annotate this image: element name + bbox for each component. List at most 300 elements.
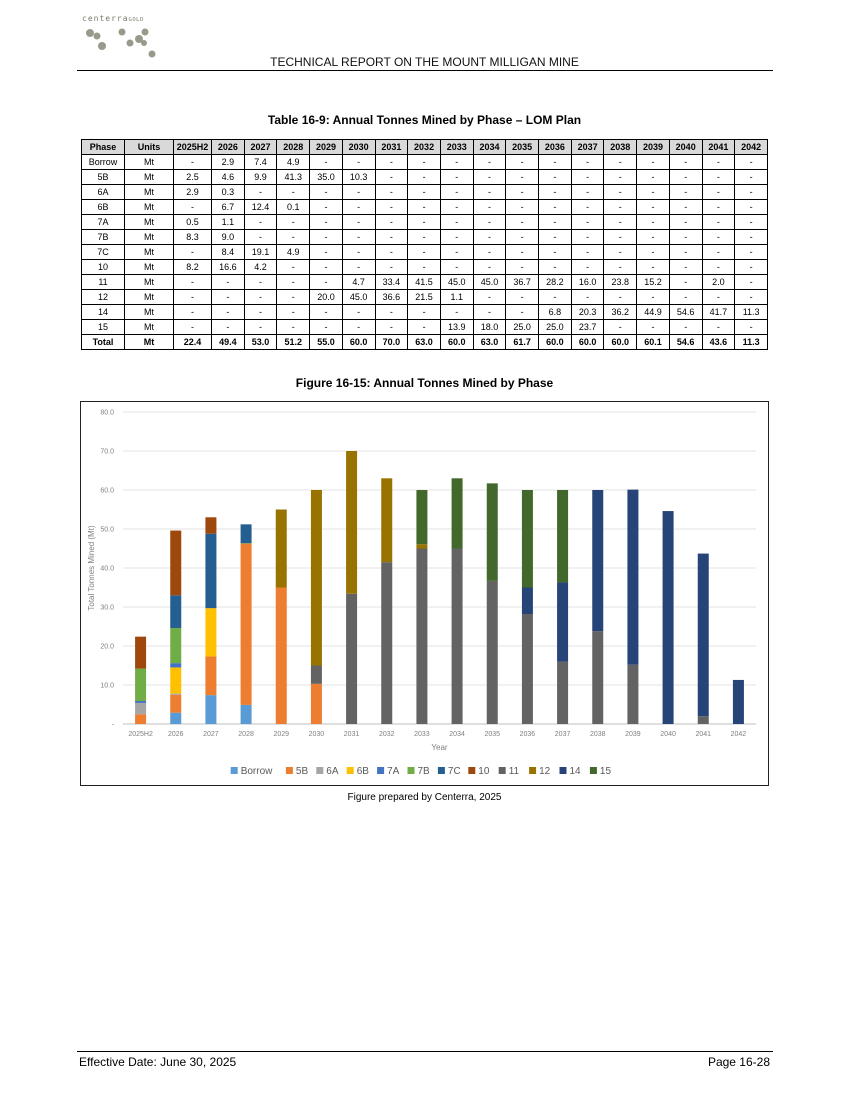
value-cell: - (539, 200, 572, 215)
value-cell: - (174, 290, 212, 305)
legend-label: 14 (569, 766, 581, 777)
table-row (82, 185, 768, 200)
legend-swatch (499, 767, 506, 774)
value-cell: - (669, 170, 702, 185)
value-cell: 45.0 (473, 275, 506, 290)
legend-swatch (529, 767, 536, 774)
bar-segment (205, 517, 216, 533)
value-cell: - (277, 230, 310, 245)
value-cell: - (375, 215, 408, 230)
value-cell: - (571, 185, 604, 200)
value-cell: - (669, 200, 702, 215)
column-header: 2029 (310, 140, 343, 155)
value-cell: - (506, 155, 539, 170)
value-cell: - (539, 215, 572, 230)
bar-segment (663, 511, 674, 724)
phase-cell: 6B (82, 200, 125, 215)
value-cell: - (735, 185, 768, 200)
value-cell: 61.7 (506, 335, 539, 350)
value-cell: - (375, 155, 408, 170)
value-cell: 16.0 (571, 275, 604, 290)
value-cell: 10.3 (342, 170, 375, 185)
tonnes-mined-chart (80, 401, 769, 786)
value-cell: 7.4 (244, 155, 277, 170)
x-tick-label: 2040 (660, 731, 676, 738)
legend-swatch (560, 767, 567, 774)
column-header: 2039 (637, 140, 670, 155)
bar-segment (170, 595, 181, 628)
legend-label: Borrow (240, 766, 273, 777)
value-cell: - (702, 155, 735, 170)
value-cell: 36.6 (375, 290, 408, 305)
x-tick-label: 2037 (554, 731, 571, 738)
column-header: 2040 (669, 140, 702, 155)
value-cell: 4.6 (212, 170, 245, 185)
legend-label: 12 (539, 766, 551, 777)
value-cell: - (539, 290, 572, 305)
column-header: 2028 (277, 140, 310, 155)
value-cell: - (571, 260, 604, 275)
value-cell: 11.3 (735, 305, 768, 320)
value-cell: - (342, 185, 375, 200)
table-row (82, 335, 768, 350)
value-cell: 25.0 (539, 320, 572, 335)
value-cell: - (473, 155, 506, 170)
value-cell: - (702, 290, 735, 305)
value-cell: - (244, 305, 277, 320)
column-header: 2027 (244, 140, 277, 155)
value-cell: - (539, 245, 572, 260)
table-row (82, 245, 768, 260)
value-cell: - (702, 185, 735, 200)
value-cell: 23.8 (604, 275, 637, 290)
value-cell: - (637, 185, 670, 200)
column-header: 2026 (212, 140, 245, 155)
units-cell: Mt (125, 290, 174, 305)
value-cell: - (604, 200, 637, 215)
legend-label: 6A (326, 766, 339, 777)
value-cell: - (506, 260, 539, 275)
value-cell: - (702, 320, 735, 335)
value-cell: - (342, 215, 375, 230)
value-cell: 49.4 (212, 335, 245, 350)
bar-segment (416, 549, 427, 725)
value-cell: - (669, 290, 702, 305)
x-axis-title: Year (431, 743, 448, 752)
phase-cell: 6A (82, 185, 125, 200)
bar-segment (311, 684, 322, 724)
bar-segment (276, 510, 287, 588)
value-cell: 4.9 (277, 245, 310, 260)
value-cell: - (440, 170, 473, 185)
value-cell: - (669, 230, 702, 245)
value-cell: - (212, 320, 245, 335)
y-tick-label: 10.0 (100, 682, 114, 690)
value-cell: - (735, 230, 768, 245)
column-header: 2036 (539, 140, 572, 155)
value-cell: - (310, 200, 343, 215)
table-row (82, 230, 768, 245)
units-cell: Mt (125, 335, 174, 350)
legend-swatch (347, 767, 354, 774)
legend-label: 7C (447, 766, 461, 777)
value-cell: 2.0 (702, 275, 735, 290)
value-cell: - (735, 260, 768, 275)
value-cell: - (669, 215, 702, 230)
value-cell: - (571, 215, 604, 230)
value-cell: - (473, 290, 506, 305)
value-cell: 9.9 (244, 170, 277, 185)
bar-segment (522, 588, 533, 615)
column-header: 2034 (473, 140, 506, 155)
legend-swatch (438, 767, 445, 774)
bar-segment (205, 657, 216, 696)
value-cell: - (669, 275, 702, 290)
value-cell: - (571, 200, 604, 215)
value-cell: - (408, 200, 441, 215)
value-cell: - (473, 245, 506, 260)
value-cell: 2.5 (174, 170, 212, 185)
value-cell: - (473, 200, 506, 215)
value-cell: 45.0 (342, 290, 375, 305)
value-cell: - (174, 245, 212, 260)
value-cell: 13.9 (440, 320, 473, 335)
value-cell: 22.4 (174, 335, 212, 350)
table-row (82, 305, 768, 320)
value-cell: 19.1 (244, 245, 277, 260)
value-cell: 6.8 (539, 305, 572, 320)
value-cell: 15.2 (637, 275, 670, 290)
column-header: 2033 (440, 140, 473, 155)
value-cell: - (440, 200, 473, 215)
value-cell: 0.1 (277, 200, 310, 215)
value-cell: 63.0 (408, 335, 441, 350)
units-cell: Mt (125, 155, 174, 170)
units-cell: Mt (125, 170, 174, 185)
phase-cell: Total (82, 335, 125, 350)
value-cell: - (604, 155, 637, 170)
y-tick-label: 60.0 (100, 487, 114, 495)
legend-label: 15 (599, 766, 612, 777)
value-cell: - (277, 215, 310, 230)
value-cell: - (375, 305, 408, 320)
legend-swatch (468, 767, 475, 774)
value-cell: - (473, 170, 506, 185)
bar-segment (381, 478, 392, 562)
bar-segment (698, 554, 709, 717)
tonnes-mined-table (81, 139, 768, 350)
value-cell: 35.0 (310, 170, 343, 185)
bar-segment (276, 588, 287, 725)
value-cell: 21.5 (408, 290, 441, 305)
bar-segment (416, 490, 427, 544)
value-cell: - (604, 290, 637, 305)
bar-segment (205, 695, 216, 724)
table-row (82, 290, 768, 305)
value-cell: - (244, 185, 277, 200)
value-cell: 60.0 (342, 335, 375, 350)
value-cell: 41.5 (408, 275, 441, 290)
value-cell: 54.6 (669, 335, 702, 350)
value-cell: - (702, 245, 735, 260)
value-cell: 36.2 (604, 305, 637, 320)
value-cell: - (571, 290, 604, 305)
legend-label: 10 (478, 766, 490, 777)
bar-segment (381, 562, 392, 724)
figure-caption: Figure 16-15: Annual Tonnes Mined by Phase (295, 376, 554, 390)
value-cell: 20.0 (310, 290, 343, 305)
column-header: 2038 (604, 140, 637, 155)
value-cell: - (571, 245, 604, 260)
bar-segment (311, 666, 322, 684)
legend-label: 5B (295, 766, 309, 777)
value-cell: - (310, 275, 343, 290)
value-cell: - (604, 230, 637, 245)
y-tick-label: 40.0 (100, 565, 114, 573)
value-cell: 6.7 (212, 200, 245, 215)
value-cell: - (440, 260, 473, 275)
bar-segment (135, 703, 146, 714)
value-cell: - (506, 200, 539, 215)
value-cell: - (244, 215, 277, 230)
value-cell: - (604, 215, 637, 230)
bar-segment (135, 669, 146, 701)
value-cell: - (669, 320, 702, 335)
value-cell: - (473, 215, 506, 230)
x-tick-label: 2030 (308, 731, 325, 738)
value-cell: 8.4 (212, 245, 245, 260)
bar-segment (346, 594, 357, 724)
x-tick-label: 2026 (167, 731, 184, 738)
value-cell: 12.4 (244, 200, 277, 215)
legend-label: 7B (417, 766, 430, 777)
value-cell: - (375, 245, 408, 260)
value-cell: 60.0 (440, 335, 473, 350)
bar-segment (170, 628, 181, 663)
units-cell: Mt (125, 245, 174, 260)
table-caption: Table 16-9: Annual Tonnes Mined by Phase – LOM Plan (267, 113, 582, 127)
value-cell: - (277, 185, 310, 200)
y-tick-label: 30.0 (100, 604, 114, 612)
value-cell: - (375, 185, 408, 200)
value-cell: - (669, 155, 702, 170)
bar-segment (135, 701, 146, 703)
bar-segment (205, 608, 216, 656)
value-cell: - (669, 245, 702, 260)
value-cell: - (342, 320, 375, 335)
value-cell: - (277, 260, 310, 275)
value-cell: - (342, 155, 375, 170)
value-cell: 18.0 (473, 320, 506, 335)
value-cell: - (702, 215, 735, 230)
x-tick-label: 2028 (238, 731, 254, 738)
column-header: Phase (82, 140, 125, 155)
value-cell: 54.6 (669, 305, 702, 320)
column-header: Units (125, 140, 174, 155)
value-cell: 11.3 (735, 335, 768, 350)
value-cell: 43.6 (702, 335, 735, 350)
units-cell: Mt (125, 200, 174, 215)
value-cell: - (571, 155, 604, 170)
value-cell: 60.0 (571, 335, 604, 350)
value-cell: - (408, 245, 441, 260)
value-cell: - (408, 185, 441, 200)
value-cell: - (473, 230, 506, 245)
value-cell: - (440, 185, 473, 200)
bar-segment (522, 490, 533, 588)
legend-swatch (590, 767, 597, 774)
value-cell: 2.9 (174, 185, 212, 200)
bar-segment (557, 490, 568, 582)
table-row (82, 260, 768, 275)
value-cell: - (473, 305, 506, 320)
value-cell: 53.0 (244, 335, 277, 350)
legend-swatch (408, 767, 415, 774)
x-tick-label: 2034 (449, 731, 465, 738)
value-cell: 9.0 (212, 230, 245, 245)
value-cell: - (440, 245, 473, 260)
bar-segment (170, 663, 181, 667)
bar-segment (346, 451, 357, 594)
value-cell: 20.3 (571, 305, 604, 320)
value-cell: - (539, 260, 572, 275)
value-cell: - (637, 245, 670, 260)
value-cell: - (735, 290, 768, 305)
value-cell: - (702, 170, 735, 185)
bar-segment (557, 582, 568, 661)
y-axis-title: Total Tonnes Mined (Mt) (87, 525, 96, 611)
table-row (82, 275, 768, 290)
legend-swatch (231, 767, 238, 774)
value-cell: - (669, 260, 702, 275)
value-cell: 41.3 (277, 170, 310, 185)
phase-cell: 7C (82, 245, 125, 260)
bar-segment (452, 478, 463, 548)
value-cell: - (408, 170, 441, 185)
value-cell: - (637, 170, 670, 185)
value-cell: - (735, 170, 768, 185)
bar-segment (135, 637, 146, 669)
bar-segment (241, 705, 252, 724)
value-cell: - (408, 320, 441, 335)
page-number: Page 16-28 (707, 1055, 770, 1069)
legend-label: 7A (387, 766, 400, 777)
value-cell: - (277, 305, 310, 320)
value-cell: - (212, 275, 245, 290)
x-tick-label: 2033 (414, 731, 430, 738)
value-cell: - (506, 215, 539, 230)
value-cell: - (604, 320, 637, 335)
y-tick-label: 20.0 (100, 643, 114, 651)
value-cell: - (539, 155, 572, 170)
phase-cell: 10 (82, 260, 125, 275)
value-cell: - (604, 185, 637, 200)
x-tick-label: 2025H2 (128, 731, 153, 738)
bar-segment (205, 534, 216, 608)
value-cell: 4.2 (244, 260, 277, 275)
bar-segment (592, 490, 603, 631)
units-cell: Mt (125, 320, 174, 335)
value-cell: 28.2 (539, 275, 572, 290)
value-cell: - (244, 320, 277, 335)
value-cell: - (174, 200, 212, 215)
value-cell: - (735, 275, 768, 290)
units-cell: Mt (125, 275, 174, 290)
value-cell: - (310, 185, 343, 200)
value-cell: - (571, 230, 604, 245)
logo-wordmark: centerraGOLD (82, 14, 144, 23)
bar-segment (170, 531, 181, 596)
value-cell: - (440, 230, 473, 245)
value-cell: 70.0 (375, 335, 408, 350)
column-header: 2030 (342, 140, 375, 155)
bar-segment (241, 524, 252, 543)
bar-segment (241, 544, 252, 705)
column-header: 2032 (408, 140, 441, 155)
value-cell: - (277, 275, 310, 290)
column-header: 2042 (735, 140, 768, 155)
value-cell: - (571, 170, 604, 185)
value-cell: - (375, 230, 408, 245)
phase-cell: 11 (82, 275, 125, 290)
value-cell: - (702, 230, 735, 245)
value-cell: - (539, 170, 572, 185)
y-tick-label: 50.0 (100, 526, 114, 534)
table-header-row (82, 140, 768, 155)
value-cell: - (277, 290, 310, 305)
value-cell: 1.1 (212, 215, 245, 230)
bar-segment (170, 694, 181, 695)
value-cell: - (244, 230, 277, 245)
x-tick-label: 2038 (589, 731, 606, 738)
table-row (82, 155, 768, 170)
value-cell: 33.4 (375, 275, 408, 290)
value-cell: 1.1 (440, 290, 473, 305)
value-cell: - (637, 230, 670, 245)
bar-segment (487, 581, 498, 724)
value-cell: - (637, 215, 670, 230)
value-cell: 60.1 (637, 335, 670, 350)
value-cell: - (473, 260, 506, 275)
value-cell: - (539, 230, 572, 245)
legend-label: 6B (356, 766, 369, 777)
phase-cell: 12 (82, 290, 125, 305)
units-cell: Mt (125, 215, 174, 230)
phase-cell: 7B (82, 230, 125, 245)
x-tick-label: 2039 (625, 731, 641, 738)
value-cell: 16.6 (212, 260, 245, 275)
value-cell: - (408, 155, 441, 170)
value-cell: - (174, 155, 212, 170)
value-cell: - (637, 290, 670, 305)
value-cell: - (506, 230, 539, 245)
x-tick-label: 2041 (695, 731, 712, 738)
value-cell: - (342, 260, 375, 275)
value-cell: - (637, 320, 670, 335)
x-tick-label: 2042 (730, 731, 747, 738)
value-cell: - (310, 305, 343, 320)
bar-segment (627, 665, 638, 724)
value-cell: 51.2 (277, 335, 310, 350)
column-header: 2035 (506, 140, 539, 155)
value-cell: - (342, 200, 375, 215)
value-cell: - (310, 215, 343, 230)
bar-segment (135, 714, 146, 724)
value-cell: - (637, 260, 670, 275)
bar-segment (627, 490, 638, 665)
value-cell: 45.0 (440, 275, 473, 290)
value-cell: - (604, 260, 637, 275)
